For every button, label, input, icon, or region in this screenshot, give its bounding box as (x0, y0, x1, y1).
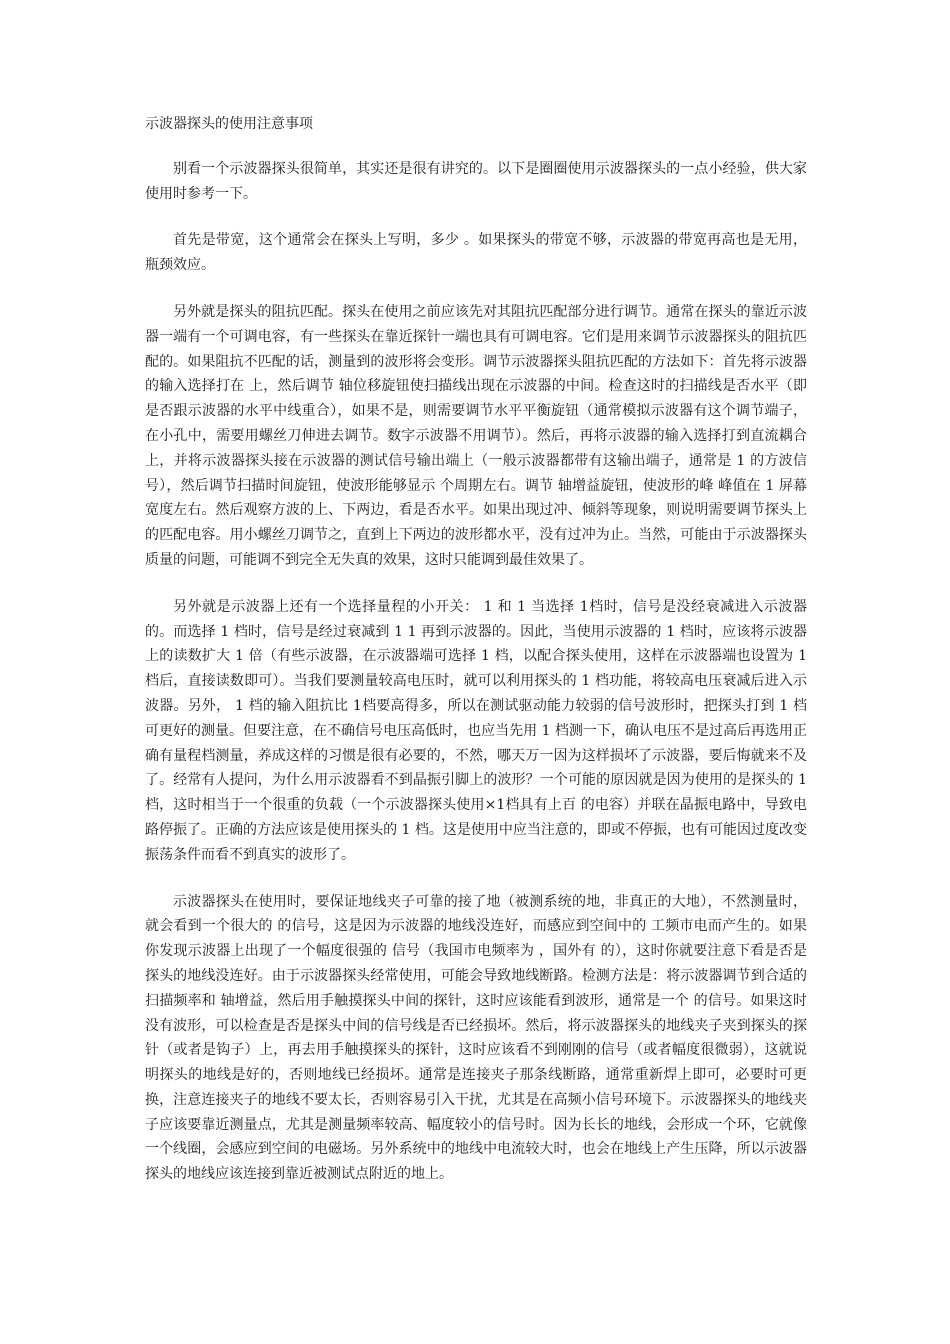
paragraph-ground-clip: 示波器探头在使用时，要保证地线夹子可靠的接了地（被测系统的地，非真正的大地），不然测量时，就会看到一个很大的 的信号，这是因为示波器的地线没连好，而感应到空间中的 工频市电而产生的。如果你发现示波器上出现了一个幅度很强的 信号（我国市电频率为 ，国外有 的），这时你就要注意下看是否是探头的地线没连好。由于示波器探头经常使用，可能会导致地线断路。检测方法是：将示波器调节到合适的扫描频率和 轴增益，然后用手触摸探头中间的探针，这时应该能看到波形，通常是一个 的信号。如果这时没有波形，可以检查是否是探头中间的信号线是否已经损坏。然后，将示波器探头的地线夹子夹到探头的探针（或者是钩子）上，再去用手触摸探头的探针，这时应该看不到刚刚的信号（或者幅度很微弱），这就说明探头的地线是好的，否则地线已经损坏。通常是连接夹子那条线断路，通常重新焊上即可，必要时可更换，注意连接夹子的地线不要太长，否则容易引入干扰，尤其是在高频小信号环境下。示波器探头的地线夹子应该要靠近测量点，尤其是测量频率较高、幅度较小的信号时。因为长长的地线，会形成一个环，它就像一个线圈，会感应到空间的电磁场。另外系统中的地线中电流较大时，也会在地线上产生压降，所以示波器探头的地线应该连接到靠近被测试点附近的地上。 (145, 893, 807, 1183)
paragraph-impedance-matching: 另外就是探头的阻抗匹配。探头在使用之前应该先对其阻抗匹配部分进行调节。通常在探头的靠近示波器一端有一个可调电容，有一些探头在靠近探针一端也具有可调电容。它们是用来调节示波器探头的阻抗匹配的。如果阻抗不匹配的话，测量到的波形将会变形。调节示波器探头阻抗匹配的方法如下：首先将示波器的输入选择打在 上，然后调节 轴位移旋钮使扫描线出现在示波器的中间。检查这时的扫描线是否水平（即是否跟示波器的水平中线重合），如果不是，则需要调节水平平衡旋钮（通常模拟示波器有这个调节端子，在小孔中，需要用螺丝刀伸进去调节。数字示波器不用调节）。然后，再将示波器的输入选择打到直流耦合上，并将示波器探头接在示波器的测试信号输出端上（一般示波器都带有这输出端子，通常是 1 的方波信号），然后调节扫描时间旋钮，使波形能够显示 个周期左右。调节 轴增益旋钮，使波形的峰 峰值在 1 屏幕宽度左右。然后观察方波的上、下两边，看是否水平。如果出现过冲、倾斜等现象，则说明需要调节探头上的匹配电容。用小螺丝刀调节之，直到上下两边的波形都水平，没有过冲为止。当然，可能由于示波器探头质量的问题，可能调不到完全无失真的效果，这时只能调到最佳效果了。 (145, 303, 807, 568)
paragraph-range-switch: 另外就是示波器上还有一个选择量程的小开关： 1 和 1 当选择 1档时，信号是没经衰减进入示波器的。而选择 1 档时，信号是经过衰减到 1 1 再到示波器的。因此，当使用示波器的 1 档时，应该将示波器上的读数扩大 1 倍（有些示波器，在示波器端可选择 1 档，以配合探头使用，这样在示波器端也设置为 1 档后，直接读数即可）。当我们要测量较高电压时，就可以利用探头的 1 档功能，将较高电压衰减后进入示波器。另外， 1 档的输入阻抗比 1档要高得多，所以在测试驱动能力较弱的信号波形时，把探头打到 1 档可更好的测量。但要注意，在不确信号电压高低时，也应当先用 1 档测一下，确认电压不是过高后再选用正确有量程档测量，养成这样的习惯是很有必要的，不然，哪天万一因为这样损坏了示波器，要后悔就来不及了。经常有人提问，为什么用示波器看不到晶振引脚上的波形？一个可能的原因就是因为使用的是探头的 1档，这时相当于一个很重的负载（一个示波器探头使用×1档具有上百 的电容）并联在晶振电路中，导致电路停振了。正确的方法应该是使用探头的 1 档。这是使用中应当注意的，即或不停振，也有可能因过度改变振荡条件而看不到真实的波形了。 (145, 598, 807, 863)
document-title: 示波器探头的使用注意事项 (145, 116, 313, 132)
document-body (145, 112, 807, 1209)
paragraph-bandwidth: 首先是带宽，这个通常会在探头上写明，多少 。如果探头的带宽不够，示波器的带宽再高也是无用，瓶颈效应。 (145, 232, 807, 274)
paragraph-intro: 别看一个示波器探头很简单，其实还是很有讲究的。以下是圈圈使用示波器探头的一点小经验，供大家使用时参考一下。 (145, 160, 807, 202)
